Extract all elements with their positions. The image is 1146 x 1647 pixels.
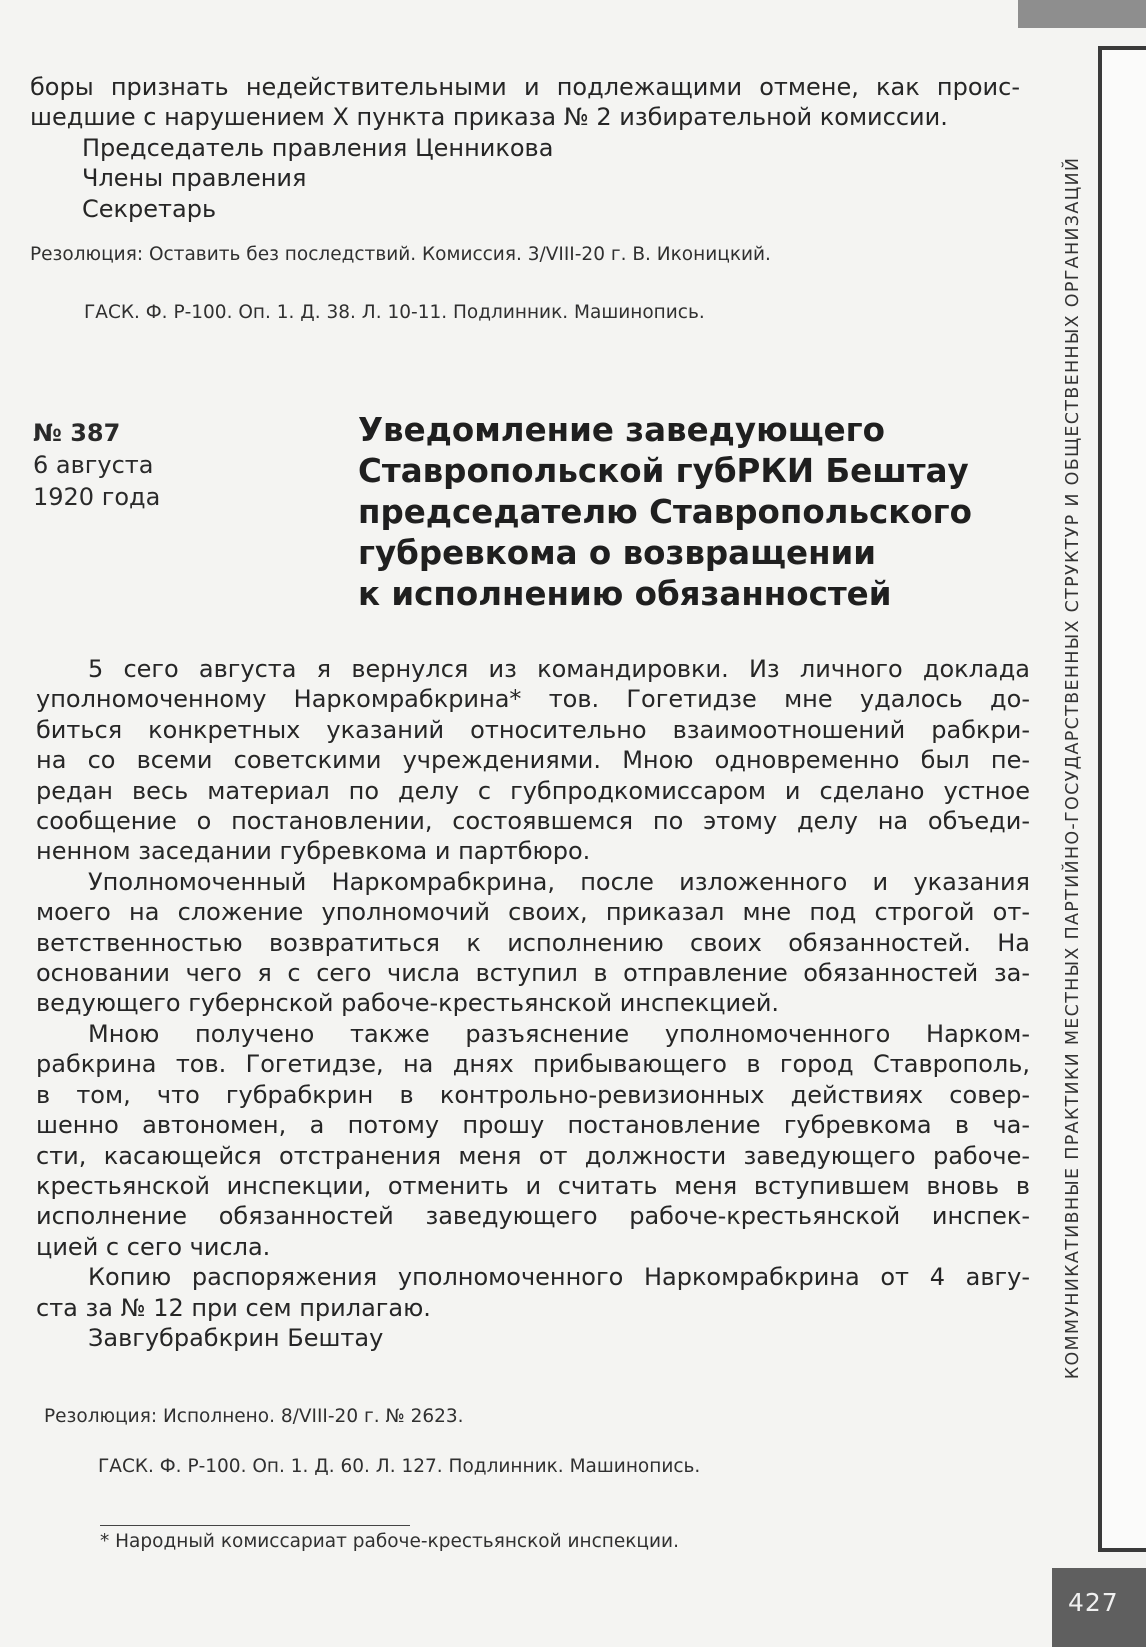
text-line: основании чего я с сего числа вступил в отправление обязанностей за- [36, 959, 1030, 988]
document-body [36, 654, 1030, 1353]
document-date-day: 6 августа [33, 451, 154, 479]
signature-line: Председатель правления Ценникова [82, 133, 554, 162]
text-line: уполномоченному Наркомрабкрина* тов. Гогетидзе мне удалось до- [36, 685, 1030, 714]
previous-resolution: Резолюция: Оставить без последствий. Комиссия. 3/VIII-20 г. В. Иконицкий. [30, 244, 771, 265]
document-title [358, 410, 1008, 615]
text-line: редан весь материал по делу с губпродкомиссаром и сделано устное [36, 776, 1030, 805]
document-archive-reference: ГАСК. Ф. Р-100. Оп. 1. Д. 60. Л. 127. Подлинник. Машинопись. [98, 1456, 701, 1477]
paragraph [36, 654, 1030, 867]
running-head: КОММУНИКАТИВНЫЕ ПРАКТИКИ МЕСТНЫХ ПАРТИЙНО-ГОСУДАРСТВЕННЫХ СТРУКТУР И ОБЩЕСТВЕННЫХ ОРГАНИЗАЦИЙ [1063, 156, 1083, 1380]
title-line: Уведомление заведующего [358, 411, 885, 449]
text-line: цией с сего числа. [36, 1232, 271, 1261]
text-line: сообщение о постановлении, состоявшемся по этому делу на объеди- [36, 807, 1030, 836]
text-line: ста за № 12 при сем прилагаю. [36, 1293, 431, 1322]
paragraph [36, 1262, 1030, 1323]
text-line: ведующего губернской рабоче-крестьянской инспекцией. [36, 989, 780, 1018]
text-line: шедшие с нарушением X пункта приказа № 2 избирательной комиссии. [30, 103, 948, 132]
top-tab-decoration [1018, 0, 1146, 28]
title-line: председателю Ставропольского [358, 493, 972, 531]
title-line: к исполнению обязанностей [358, 575, 892, 613]
text-line: Копию распоряжения уполномоченного Наркомрабкрина от 4 авгу- [88, 1263, 1030, 1292]
text-line: 5 сего августа я вернулся из командировки. Из личного доклада [88, 655, 1030, 683]
title-line: губревкома о возвращении [358, 534, 877, 572]
text-line: ненном заседании губревкома и партбюро. [36, 837, 591, 866]
signature-line: Завгубрабкрин Бештау [88, 1323, 384, 1352]
text-line: на со всеми советскими учреждениями. Мною одновременно был пе- [36, 746, 1030, 775]
text-line: крестьянской инспекции, отменить и считать меня вступившем вновь в [36, 1171, 1030, 1200]
document-date-year: 1920 года [33, 483, 161, 511]
text-line: моего на сложение уполномочий своих, приказал мне под строгой от- [36, 898, 1030, 927]
text-line: исполнение обязанностей заведующего рабоче-крестьянской инспек- [36, 1202, 1030, 1231]
previous-document-tail [30, 72, 1020, 224]
text-line: в том, что губрабкрин в контрольно-ревизионных действиях совер- [36, 1080, 1030, 1109]
paragraph [36, 867, 1030, 1019]
footnote: * Народный комиссариат рабоче-крестьянской инспекции. [100, 1531, 679, 1552]
signature-line: Секретарь [82, 194, 217, 223]
paragraph [36, 1019, 1030, 1262]
text-line: Мною получено также разъяснение уполномоченного Нарком- [88, 1019, 1030, 1048]
text-line: ветственностью возвратиться к исполнению своих обязанностей. На [36, 928, 1030, 957]
text-line: Уполномоченный Наркомрабкрина, после изложенного и указания [88, 867, 1030, 896]
text-line: биться конкретных указаний относительно взаимоотношений рабкри- [36, 715, 1030, 744]
text-line: боры признать недействительными и подлежащими отмене, как проис- [30, 73, 1020, 101]
text-line: рабкрина тов. Гогетидзе, на днях прибывающего в город Ставрополь, [36, 1050, 1030, 1079]
text-line: сти, касающейся отстранения меня от должности заведующего рабоче- [36, 1141, 1030, 1170]
text-line: шенно автономен, а потому прошу постановление губревкома в ча- [36, 1111, 1030, 1140]
footnote-divider [100, 1525, 410, 1526]
document-number: № 387 [33, 419, 121, 447]
signature-line: Члены правления [82, 164, 307, 193]
page-frame [1098, 46, 1146, 1552]
title-line: Ставропольской губРКИ Бештау [358, 452, 969, 490]
previous-archive-reference: ГАСК. Ф. Р-100. Оп. 1. Д. 38. Л. 10-11. Подлинник. Машинопись. [84, 302, 705, 323]
page-number: 427 [1068, 1588, 1119, 1617]
document-resolution: Резолюция: Исполнено. 8/VIII-20 г. № 2623. [44, 1406, 464, 1427]
